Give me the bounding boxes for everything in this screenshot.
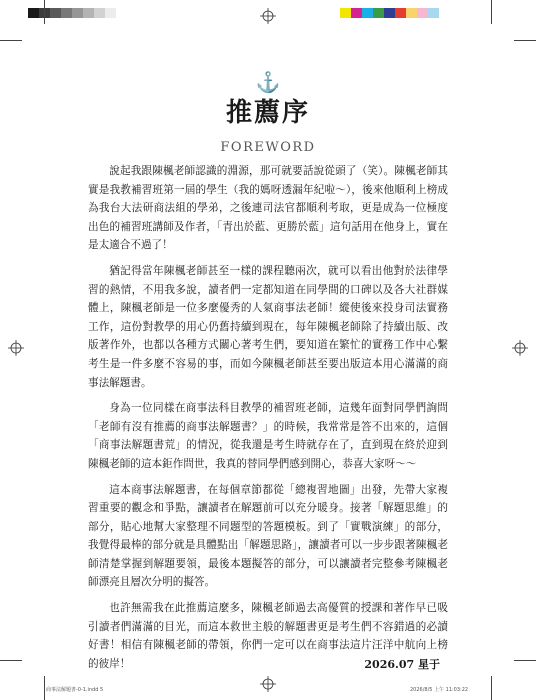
color-swatch <box>72 8 83 18</box>
color-swatch <box>94 8 105 18</box>
color-swatch <box>50 8 61 18</box>
crop-mark <box>514 660 536 661</box>
crop-mark <box>44 0 45 24</box>
crop-mark <box>514 40 536 41</box>
color-swatch <box>384 8 395 18</box>
crop-mark <box>491 676 492 700</box>
timestamp-slug: 2026/8/5 上午 11:03:22 <box>410 687 469 693</box>
registration-mark-icon <box>260 8 276 24</box>
color-swatch <box>406 8 417 18</box>
color-swatch <box>428 8 439 18</box>
color-swatch <box>373 8 384 18</box>
paragraph: 身為一位同樣在商事法科目教學的補習班老師，這幾年面對同學們詢問「老師有沒有推薦的商事法解題書？」的時候，我常常是答不出來的，這個「商事法解題書荒」的情況，從我還是考生時就存在了，直到現在終於迎到陳楓老師的這本鉅作問世，我真的替同學們感到開心，恭喜大家呀～～ <box>88 402 448 470</box>
paragraph: 也許無需我在此推薦這麼多，陳楓老師過去高優質的授課和著作早已吸引讀者們滿滿的目光，而這本救世主般的解題書更是考生們不容錯過的必讀好書！相信有陳楓老師的帶領，你們一定可以在商事法這片汪洋中航向上榜的彼岸！ <box>88 602 448 670</box>
color-swatch <box>105 8 116 18</box>
color-swatch <box>417 8 428 18</box>
cmyk-color-bar <box>340 8 439 18</box>
color-swatch <box>83 8 94 18</box>
grayscale-color-bar <box>28 8 116 18</box>
paragraph: 這本商事法解題書，在每個章節都從「總複習地圖」出發，先帶大家複習重要的觀念和爭點，讓讀者在解題前可以充分暖身。接著「解題思維」的部分，貼心地幫大家整理不同題型的答題模板。到了「實戰演練」的部分，我覺得最棒的部分就是具體點出「解題思路」，讓讀者可以一步步跟著陳楓老師清楚掌握到解題要領，最後本題擬答的部分，可以讓讀者完整參考陳楓老師漂亮且層次分明的擬答。 <box>88 483 448 589</box>
file-slug: 商事法解題書-0-1.indd 5 <box>46 687 104 693</box>
paragraph: 猶記得當年陳楓老師甚至一樣的課程聽兩次，就可以看出他對於法律學習的熱情，不用我多說，讀者們一定都知道在同學間的口碑以及各大社群媒體上，陳楓老師是一位多麼優秀的人氣商事法老師！縱使後來投身司法實務工作，這份對教學的用心仍舊持續到現在，每年陳楓老師除了持續出版、改版著作外，也都以各種方式關心著考生們，要知道在繁忙的實務工作中心繫考生是一件多麼不容易的事，而如今陳楓老師甚至要出版這本用心滿滿的商事法解題書。 <box>88 264 448 389</box>
registration-mark-icon <box>8 340 24 356</box>
signature: 2026.07 星于 <box>364 658 440 671</box>
crop-mark <box>0 40 22 41</box>
anchor-icon: ⚓ <box>255 70 281 94</box>
color-swatch <box>351 8 362 18</box>
page-subtitle: FOREWORD <box>220 140 316 155</box>
page-title: 推薦序 <box>225 98 310 128</box>
paragraph: 說起我跟陳楓老師認識的淵源，那可就要話說從頭了（笑）。陳楓老師其實是我教補習班第一屆的學生（我的媽呀透漏年紀啦～），後來他順利上榜成為我台大法研商法組的學弟，之後連司法官都順利考取，更是成為一位極度出色的補習班講師及作者，「青出於藍、更勝於藍」這句話用在他身上，實在是太適合不過了！ <box>88 165 448 252</box>
color-swatch <box>362 8 373 18</box>
color-swatch <box>28 8 39 18</box>
color-swatch <box>61 8 72 18</box>
color-swatch <box>395 8 406 18</box>
color-swatch <box>340 8 351 18</box>
registration-mark-icon <box>512 340 528 356</box>
crop-mark <box>44 676 45 700</box>
crop-mark <box>0 660 22 661</box>
crop-mark <box>491 0 492 24</box>
foreword-body <box>88 162 448 680</box>
